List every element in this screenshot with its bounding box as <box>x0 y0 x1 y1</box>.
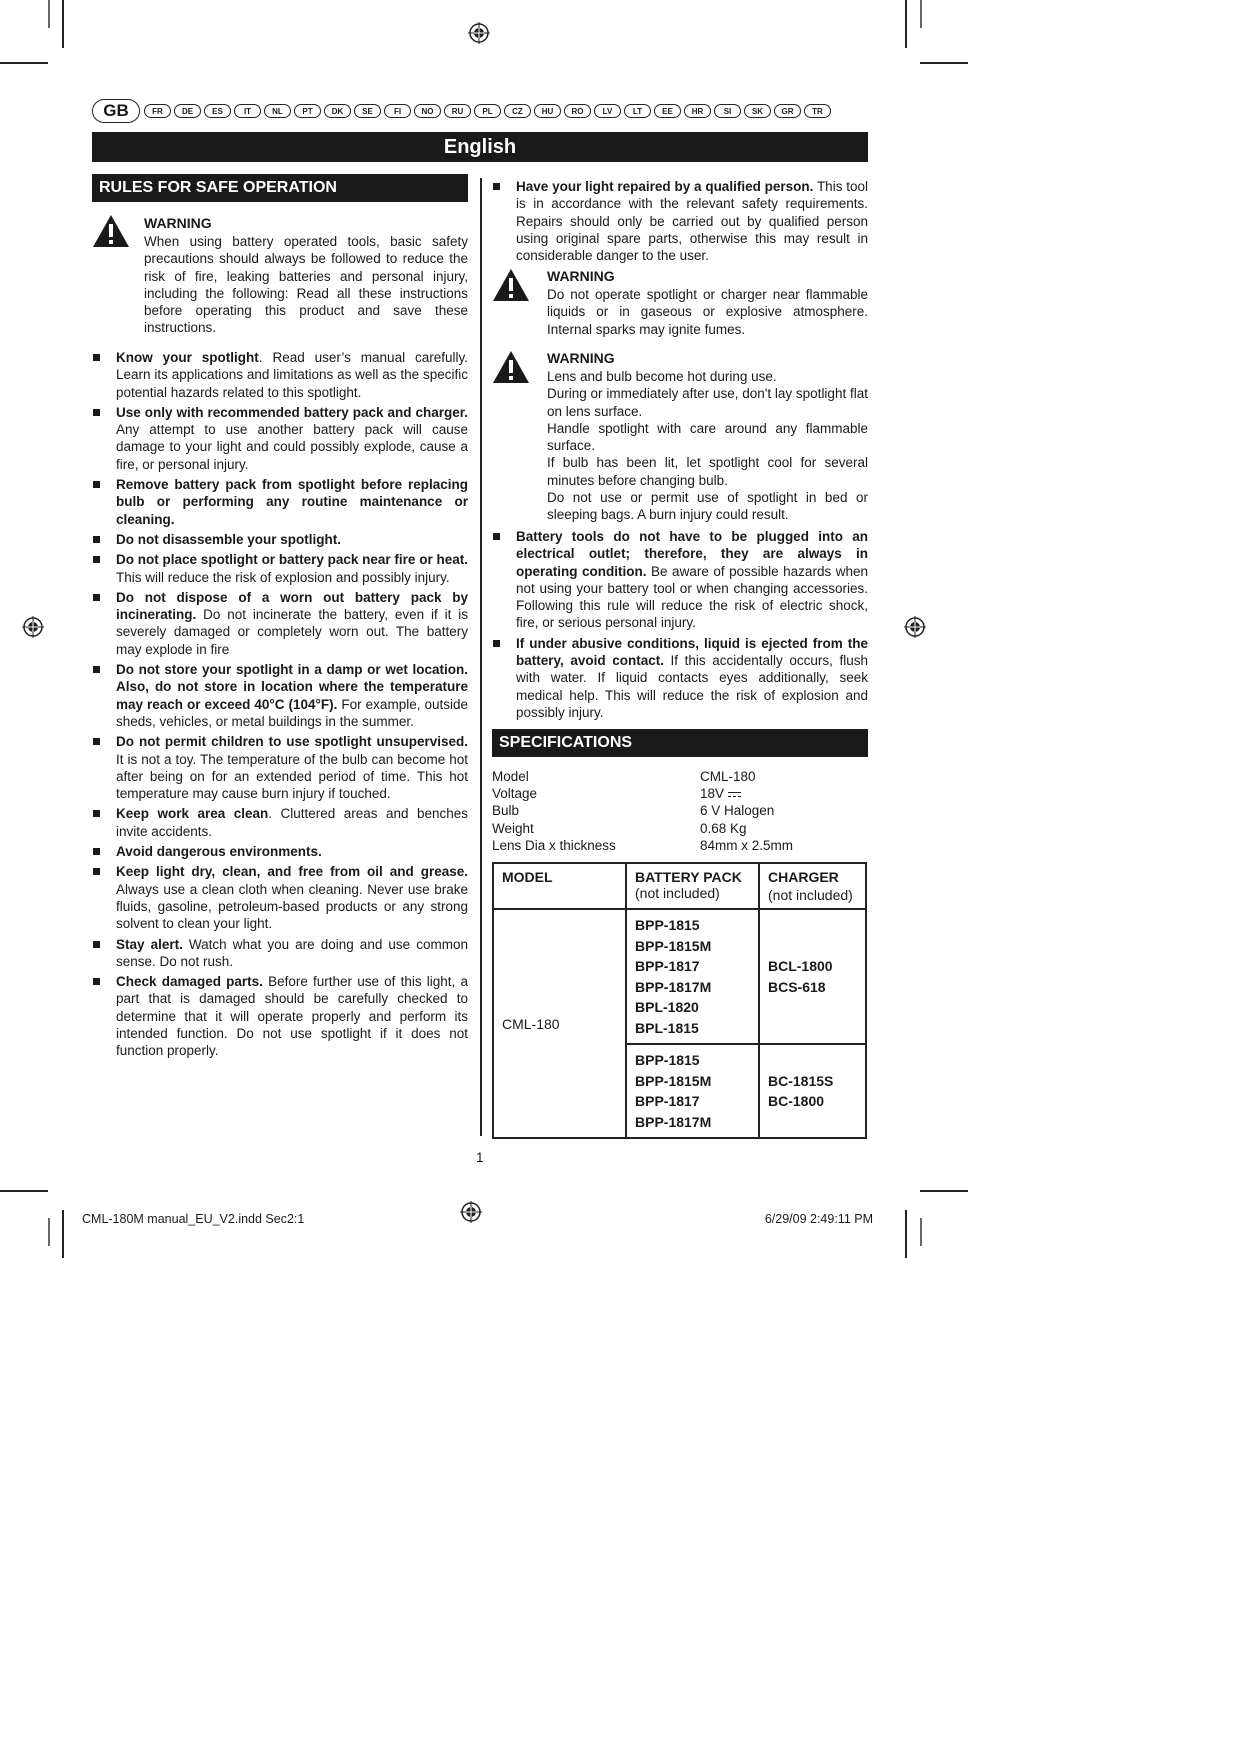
safety-rules-list <box>92 349 468 1063</box>
table-cell-line: BCL-1800 <box>768 958 833 974</box>
warning-block <box>492 350 868 523</box>
bullet-icon <box>93 868 100 875</box>
bullet-icon <box>93 409 100 416</box>
item-bold-text: Do not place spotlight or battery pack near fire or heat. <box>116 552 468 568</box>
table-cell-line: BPP-1815M <box>635 937 712 954</box>
item-text: Any attempt to use another battery pack will cause damage to your light and could possibly explode, cause a fire, or personal injury. <box>116 422 468 472</box>
item-text: . Cluttered areas and benches invite accidents. <box>116 806 468 839</box>
section-heading-rules: RULES FOR SAFE OPERATION <box>92 174 468 202</box>
bullet-icon <box>93 536 100 543</box>
registration-mark-icon <box>460 1201 482 1223</box>
spec-value <box>700 837 793 854</box>
spec-value <box>700 785 741 802</box>
list-item <box>92 551 468 586</box>
spec-label: Lens Dia x thickness <box>492 837 616 853</box>
crop-mark <box>62 1210 64 1258</box>
item-bold-text: Do not dispose of a worn out battery pack by incinerating. <box>116 589 468 623</box>
language-tab-ee[interactable]: EE <box>654 104 681 118</box>
language-tab-es[interactable]: ES <box>204 104 231 118</box>
language-tab-it[interactable]: IT <box>234 104 261 118</box>
specifications-list <box>492 768 872 854</box>
spec-value <box>700 820 747 837</box>
language-tab-hu[interactable]: HU <box>534 104 561 118</box>
item-text: . Read user’s manual carefully. Learn its applications and limitations as well as the specific potential hazards related to this spotlight. <box>116 350 468 400</box>
table-header-cell: BATTERY PACK (not included) <box>626 863 759 909</box>
warning-line: If bulb has been lit, let spotlight cool for several minutes before changing bulb. <box>547 455 868 488</box>
language-tab-cz[interactable]: CZ <box>504 104 531 118</box>
warning-line: Lens and bulb become hot during use. <box>547 369 777 384</box>
warning-line: Handle spotlight with care around any flammable surface. <box>547 420 868 454</box>
spec-label: Bulb <box>492 803 520 819</box>
bullet-icon <box>93 738 100 745</box>
crop-mark <box>48 0 50 28</box>
crop-mark <box>0 62 48 64</box>
crop-mark <box>920 1190 968 1192</box>
list-item <box>92 805 468 840</box>
spec-label: Weight <box>492 820 534 836</box>
item-bold-text: Keep work area clean <box>116 806 269 822</box>
item-bold-text: Use only with recommended battery pack and charger. <box>116 404 468 420</box>
bullet-icon <box>93 666 100 673</box>
warning-triangle-icon <box>492 268 530 302</box>
language-tab-gr[interactable]: GR <box>774 104 801 118</box>
table-header-cell: MODEL <box>493 863 626 909</box>
language-tab-ro[interactable]: RO <box>564 104 591 118</box>
warning-title: WARNING <box>547 350 615 366</box>
list-item <box>492 178 868 264</box>
table-cell-line: BPP-1815 <box>635 1052 700 1068</box>
item-bold-text: Do not store your spotlight in a damp or wet location. Also, do not store in location where the temperature may reach or exceed 40°C (104°F). <box>116 662 468 712</box>
table-header-row <box>493 863 866 909</box>
warning-line: During or immediately after use, don't lay spotlight flat on lens surface. <box>547 386 868 419</box>
language-tab-pl[interactable]: PL <box>474 104 501 118</box>
item-bold-text: Do not disassemble your spotlight. <box>116 531 342 547</box>
registration-mark-icon <box>22 616 44 638</box>
bullet-icon <box>93 594 100 601</box>
crop-mark <box>905 1210 907 1258</box>
item-text: Before further use of this light, a part that is damaged should be carefully checked to determine that it will operate properly and perform its intended function. Do not use spotlight if it does not function properly. <box>116 974 468 1059</box>
table-cell-line: BPP-1817 <box>635 958 700 974</box>
list-item <box>92 661 468 730</box>
bullet-icon <box>93 481 100 488</box>
item-text: Always use a clean cloth when cleaning. Never use brake fluids, gasoline, petroleum-based products or any strong solvent to clean your light. <box>116 881 468 932</box>
spec-label: Voltage <box>492 786 538 802</box>
language-tab-dk[interactable]: DK <box>324 104 351 118</box>
spec-value-text: 6 V Halogen <box>700 803 775 819</box>
spec-label: Model <box>492 769 529 784</box>
warning-triangle-icon <box>492 350 530 384</box>
list-item <box>492 635 868 721</box>
warning-title: WARNING <box>144 215 212 231</box>
table-cell-line: BPP-1817 <box>635 1093 700 1109</box>
footer-timestamp: 6/29/09 2:49:11 PM <box>764 1212 873 1226</box>
crop-mark <box>920 0 922 28</box>
language-tab-fi[interactable]: FI <box>384 104 411 118</box>
crop-mark <box>0 1190 48 1192</box>
table-cell-line: BPP-1815 <box>635 917 700 933</box>
language-tab-sk[interactable]: SK <box>744 104 771 118</box>
item-bold-text: Have your light repaired by a qualified person. <box>516 179 814 194</box>
spec-value-text: 84mm x 2.5mm <box>700 837 794 853</box>
list-item <box>92 531 468 548</box>
spec-row <box>492 837 872 854</box>
warning-text: When using battery operated tools, basic safety precautions should always be followed to reduce the risk of fire, leaking batteries and personal injury, including the following: Read all these instructions before operating this product and save these instructions. <box>144 234 468 336</box>
language-tab-si[interactable]: SI <box>714 104 741 118</box>
language-tab-pt[interactable]: PT <box>294 104 321 118</box>
column-divider <box>480 178 482 1136</box>
list-item <box>492 528 868 632</box>
item-bold-text: Avoid dangerous environments. <box>116 844 322 860</box>
registration-mark-icon <box>468 22 490 44</box>
list-item <box>92 843 468 860</box>
spec-row <box>492 820 872 837</box>
repair-rule-list <box>492 178 868 267</box>
spec-row <box>492 785 872 802</box>
table-cell-chargers <box>759 909 866 1044</box>
item-bold-text: Do not permit children to use spotlight unsupervised. <box>116 734 468 750</box>
table-cell-line: BCS-618 <box>768 978 826 995</box>
item-bold-text: Stay alert. <box>116 936 183 952</box>
table-cell-line: BPL-1815 <box>635 1019 699 1036</box>
warning-triangle-icon <box>92 214 130 248</box>
list-item <box>92 936 468 971</box>
crop-mark <box>920 1218 922 1246</box>
bullet-icon <box>493 533 500 540</box>
spec-row <box>492 802 872 819</box>
bullet-icon <box>93 941 100 948</box>
bullet-icon <box>93 556 100 563</box>
item-text: It is not a toy. The temperature of the bulb can become hot after being on for an extended period of time. This hot temperature may cause burn injury if touched. <box>116 751 468 802</box>
language-tab-se[interactable]: SE <box>354 104 381 118</box>
table-row <box>493 909 866 1044</box>
table-cell-line: BPP-1817M <box>635 978 712 995</box>
item-bold-text: Know your spotlight <box>116 350 259 365</box>
page-number: 1 <box>476 1150 484 1165</box>
dc-symbol-icon <box>728 792 741 798</box>
warning-title: WARNING <box>547 268 615 284</box>
list-item <box>92 733 468 802</box>
item-bold-text: Remove battery pack from spotlight before replacing bulb or performing any routine maintenance or cleaning. <box>116 477 468 527</box>
spec-value-text: 18V <box>700 786 725 802</box>
item-text: This will reduce the risk of explosion and possibly injury. <box>116 569 450 585</box>
table-cell-batteries <box>626 909 759 1044</box>
item-text: If this accidentally occurs, flush with water. If liquid contacts eyes additionally, seek medical help. This will reduce the risk of explosion and possibly injury. <box>516 653 868 720</box>
language-tab-nl[interactable]: NL <box>264 104 291 118</box>
item-bold-text: Check damaged parts. <box>116 974 263 990</box>
table-cell-line: BPP-1817M <box>635 1113 712 1130</box>
item-text: Watch what you are doing and use common sense. Do not rush. <box>116 936 468 969</box>
crop-mark <box>905 0 907 48</box>
table-cell-batteries <box>626 1044 759 1138</box>
spec-value-text: CML-180 <box>700 769 756 784</box>
language-tab-tr[interactable]: TR <box>804 104 831 118</box>
spec-row <box>492 768 872 785</box>
language-tab-fr[interactable]: FR <box>144 104 171 118</box>
item-text: Do not incinerate the battery, even if it is severely damaged or completely worn out. The battery may explode in fire <box>116 607 468 657</box>
spec-value <box>700 802 774 819</box>
list-item <box>92 863 468 932</box>
bullet-icon <box>93 354 100 361</box>
table-cell-chargers <box>759 1044 866 1138</box>
list-item <box>92 973 468 1059</box>
language-bar <box>92 100 834 122</box>
page-title: English <box>92 132 868 162</box>
warning-block <box>92 214 468 338</box>
table-cell-model: CML-180 <box>493 909 626 1138</box>
compatibility-table <box>492 862 867 1139</box>
item-bold-text: Keep light dry, clean, and free from oil and grease. <box>116 864 468 880</box>
list-item <box>92 404 468 473</box>
item-bold-text: If under abusive conditions, liquid is ejected from the battery, avoid contact. <box>516 635 868 669</box>
language-tab-ru[interactable]: RU <box>444 104 471 118</box>
spec-value <box>700 768 756 785</box>
battery-rules-list <box>492 528 868 724</box>
registration-mark-icon <box>904 616 926 638</box>
table-cell-line: BC-1815S <box>768 1072 834 1089</box>
bullet-icon <box>93 848 100 855</box>
section-heading-specifications: SPECIFICATIONS <box>492 729 868 757</box>
language-tab-hr[interactable]: HR <box>684 104 711 118</box>
spec-value-text: 0.68 Kg <box>700 820 747 836</box>
language-tab-de[interactable]: DE <box>174 104 201 118</box>
table-cell-line: BPP-1815M <box>635 1072 712 1089</box>
warning-text <box>547 368 868 524</box>
language-tab-no[interactable]: NO <box>414 104 441 118</box>
warning-block <box>492 268 868 338</box>
list-item <box>92 349 468 401</box>
table-header-cell: CHARGER (not included) <box>759 863 866 909</box>
list-item <box>92 589 468 658</box>
bullet-icon <box>93 978 100 985</box>
item-bold-text: Battery tools do not have to be plugged into an electrical outlet; therefore, they are always in operating condition. <box>516 529 868 579</box>
footer-file-info: CML-180M manual_EU_V2.indd Sec2:1 <box>82 1212 305 1226</box>
item-text: Be aware of possible hazards when not using your battery tool or when changing accessories. Following this rule will reduce the risk of electric shock, fire, or serious personal injury. <box>516 563 868 631</box>
crop-mark <box>920 62 968 64</box>
crop-mark <box>62 0 64 48</box>
crop-mark <box>48 1218 50 1246</box>
language-tab-lv[interactable]: LV <box>594 104 621 118</box>
bullet-icon <box>493 640 500 647</box>
table-cell-line: BC-1800 <box>768 1093 825 1109</box>
warning-text: Do not operate spotlight or charger near flammable liquids or in gaseous or explosive atmosphere. Internal sparks may ignite fumes. <box>547 287 868 337</box>
bullet-icon <box>93 810 100 817</box>
warning-line: Do not use or permit use of spotlight in bed or sleeping bags. A burn injury could result. <box>547 490 868 523</box>
bullet-icon <box>493 183 500 190</box>
language-tab-gb[interactable]: GB <box>92 99 140 123</box>
table-cell-line: BPL-1820 <box>635 999 699 1015</box>
item-text: For example, outside sheds, vehicles, or metal buildings in the summer. <box>116 696 468 729</box>
language-tab-lt[interactable]: LT <box>624 104 651 118</box>
list-item <box>92 476 468 528</box>
item-text: This tool is in accordance with the relevant safety requirements. Repairs should only be carried out by qualified person using original spare parts, otherwise this may result in considerable danger to the user. <box>516 179 869 264</box>
